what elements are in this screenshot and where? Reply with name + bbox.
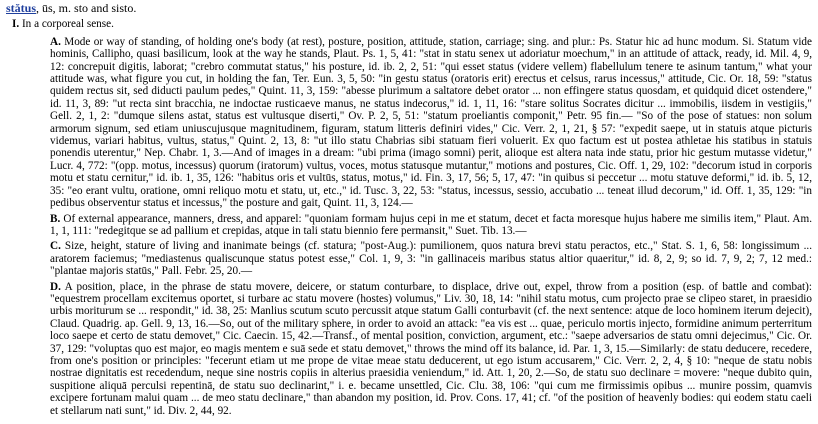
definition-paragraph [50,213,812,238]
section-number: I. [12,18,20,31]
headword-grammar: , ūs, m. sto and sisto. [36,1,137,15]
section-title: In a corporeal sense. [21,18,114,31]
paragraph-text: A position, place, in the phrase de statu movere, deicere, or statum conturbare, to displace, drive out, expel, throw from a position (esp. of battle and combat): "equestrem procellam excitemus oportet, si turbare ac statu movere (hostes) volumus," Liv. 30, 18, 14: "nihil statu motus, cum projecto prae se clipeo staret, in praesidio urbis moriturum se ... respondit," id. 38, 25: Manlius scutum scuto percussit atque statum Galli conturbavit (cf. the next sentence: atque de loco hominem iterum dejecit), Claud. Quadrig. ap. Gell. 9, 13, 16.—So, out of the military sphere, in order to avoid an attack: "ea vis est ... quae, periculo mortis injecto, formidine animum perterritum loco saepe et certo de statu demovet," Cic. Caecin. 15, 42.—Transf., of mental position, conviction, argument, etc.: "saepe adversarios de statu omni dejecimus," Cic. Or. 37, 129: "voluptas quo est major, eo magis mentem e suā sede et statu demovet," throws the mind off its balance, id. Par. 1, 3, 15.—Similarly: de statu deducere, recedere, from one's position or principles: "fecerunt etiam ut me prope de vitae meae statu deducerent, ut ego istum accusarem," Cic. Verr. 2, 2, 4, § 10: "neque de statu nobis nostrae dignitatis est recedendum, neque sine nostris copiis in alterius praesidia veniendum," id. Att. 1, 20, 2.—So, de statu suo declinare = movere: "neque dubito quin, suspitione aliquā perculsi repentinā, de statu suo declinarint," i. e. became unsettled, Cic. Clu. 38, 106: "qui cum me firmissimis opibus ... munire possim, quamvis excipere fortunam malui quam ... de meo statu declinare," than abandon my position, id. Prov. Cons. 17, 41; cf. "of the position of heavenly bodies: qui eodem statu caeli et stellarum nati sunt," id. Div. 2, 44, 92. [50,280,812,417]
entry-header [6,2,812,14]
headword-link[interactable]: stătus [6,1,37,15]
section-heading [12,18,812,30]
paragraph-text: Size, height, stature of living and inanimate beings (cf. statura; "post-Aug.): pumilionem, quos natura brevi statu peractos, etc.," Stat. S. 1, 6, 58: longissimum ... aratorem faciemus; "mediastenus qualiscunque status potest esse," Col. 1, 9, 3: "in gallinaceis maribus status altior quaeritur," id. 8, 2, 9; so id. 7, 9, 2; 7, 12 med.: "plantae majoris statūs," Pall. Febr. 25, 20.— [50,240,812,278]
paragraph-label: D. [50,280,61,293]
definition-paragraph [50,240,812,277]
paragraph-text: Of external appearance, manners, dress, and apparel: "quoniam formam hujus cepi in me et statum, decet et facta moresque hujus habere me similis item," Plaut. Am. 1, 1, 111: "redegitque se ad pallium et crepidas, atque in tali statu biennio fere permansit," Suet. Tib. 13.— [50,212,812,237]
definition-paragraph [50,36,812,210]
paragraph-text: Mode or way of standing, of holding one's body (at rest), posture, position, attitude, station, carriage; sing. and plur.: Ps. Statur hic ad hunc modum. Si. Statum vide hominis, Callipho, quasi basilicum, look at the way he stands, Plaut. Ps. 1, 5, 41: "stat in statu senex ut adoriatur moechum," in an attitude of attack, ready, id. Mil. 4, 9, 12: concrepuit digitis, laborat; "crebro commutat status," his posture, id. ib. 2, 2, 51: "qui esset status (videre vellem) flabellulum tenere te asinum tantum," what your attitude was, what figure you cut, in holding the fan, Ter. Eun. 3, 5, 50: "in gestu status (oratoris erit) erectus et celsus, rarus incessus," attitude, Cic. Or. 18, 59: "status quidem rectus sit, sed diducti paulum pedes," Quint. 11, 3, 159: "abesse plurimum a saltatore debet orator ... non effingere status quosdam, et quidquid dicet ostendere," id. 11, 3, 89: "ut recta sint bracchia, ne indoctae rusticaeve manus, ne status indecorus," id. 1, 11, 16: "stare solitus Socrates dicitur ... immobilis, iisdem in vestigiis," Gell. 2, 1, 2: "dumque silens astat, status est vultusque diserti," Ov. P. 2, 5, 51: "statum proeliantis componit," Petr. 95 fin.— "So of the pose of statues: non solum armorum signum, sed etiam uniuscujusque magnitudinem, figuram, statum litteris definiri vides," Cic. Verr. 2, 1, 21, § 57: "expedit saepe, ut in statuis atque picturis videmus, variari habitus, vultus, status," Quint. 2, 13, 8: "ut illo statu Chabrias sibi statuam fieri voluerit. Ex quo factum est ut postea athletae his statibus in statuis ponendis uterentur," Nep. Chabr. 1, 3.—And of images in a dream: "ubi prima (imago somni) perit, alioque est altera nata inde statu, prior hic gestum mutasse videtur," Lucr. 4, 772: "(opp. motus, incessus) quorum (iratorum) vultus, voces, motus statusque mutantur," motions and postures, Cic. Off. 1, 29, 102: "decorum istud in corporis motu et statu cernitur," id. ib. 1, 35, 126: "habitus oris et vultūs, status, motus," id. Fin. 3, 17, 56; 5, 17, 47: "in quibus si peccetur ... motu statuve deformi," id. ib. 5, 12, 35: "eo erant vultu, oratione, omni reliquo motu et statu, ut, etc.," id. Tusc. 3, 22, 53: "status, incessus, sessio, accubatio ... teneat illud decorum," id. Off. 1, 35, 129: "in pedibus observentur status et incessus," the posture and gait, Quint. 11, 3, 124.— [50,35,812,210]
paragraph-label: B. [50,212,61,225]
definition-paragraph [50,281,812,417]
dictionary-entry [6,2,812,420]
paragraph-label: A. [50,35,61,48]
paragraph-label: C. [50,240,61,253]
